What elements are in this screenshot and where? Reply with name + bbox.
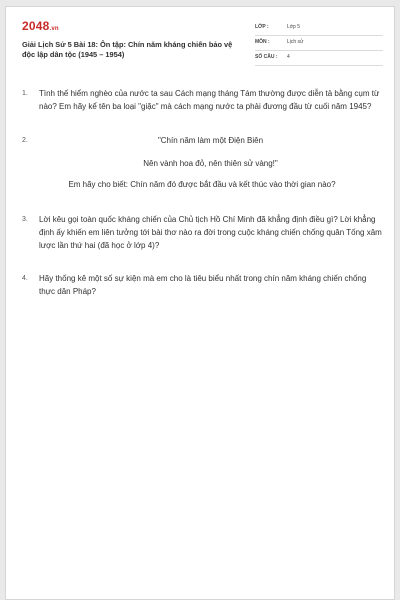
meta-value-class: Lớp 5 bbox=[287, 24, 301, 30]
question-number: 1. bbox=[22, 90, 28, 97]
meta-row-class bbox=[255, 21, 383, 36]
question-text: Hãy thống kê một số sự kiện mà em cho là tiêu biểu nhất trong chín năm kháng chiến chống thực dân Pháp? bbox=[39, 274, 367, 296]
meta-label-subject: MÔN : bbox=[255, 39, 270, 45]
question-text: Tình thế hiểm nghèo của nước ta sau Cách mạng tháng Tám thường được diễn tả bằng cụm từ nào? Em hãy kể tên ba loại "giặc" mà cách mạng nước ta phải đương đầu từ cuối năm 1945? bbox=[39, 89, 380, 111]
worksheet-page bbox=[5, 6, 395, 600]
meta-value-question-count: 4 bbox=[287, 54, 290, 60]
question-item bbox=[22, 272, 382, 298]
meta-label-class: LỚP : bbox=[255, 24, 269, 30]
question-item bbox=[22, 134, 382, 191]
meta-row-subject bbox=[255, 36, 383, 51]
question-item bbox=[22, 213, 382, 252]
poem-line: Nên vành hoa đỏ, nên thiên sử vàng!" bbox=[143, 159, 278, 168]
question-number: 3. bbox=[22, 216, 28, 223]
question-item bbox=[22, 87, 382, 113]
logo-text: 2048 bbox=[22, 19, 50, 33]
question-list bbox=[22, 87, 382, 298]
logo-domain: .vn bbox=[49, 26, 59, 32]
question-text: Lời kêu gọi toàn quốc kháng chiến của Chủ tịch Hồ Chí Minh đã khẳng định điều gì? Lời khẳng định ấy khiến em liên tưởng tới bài thơ nào ra đời trong cuộc kháng chiến chống quân Tống xâm lược lần thứ hai (đã học ở lớp 4)? bbox=[39, 215, 382, 250]
question-number: 4. bbox=[22, 275, 28, 282]
site-logo[interactable] bbox=[22, 19, 59, 33]
meta-label-question-count: SỐ CÂU : bbox=[255, 54, 278, 60]
question-number: 2. bbox=[22, 137, 28, 144]
meta-table bbox=[255, 21, 383, 66]
worksheet-header bbox=[6, 7, 394, 71]
document-title: Giải Lịch Sử 5 Bài 18: Ôn tập: Chín năm kháng chiến bảo vệ độc lập dân tộc (1945 – 1954) bbox=[22, 40, 233, 59]
question-text: Em hãy cho biết: Chín năm đó được bắt đầu và kết thúc vào thời gian nào? bbox=[68, 180, 336, 189]
poem-line: "Chín năm làm một Điện Biên bbox=[157, 136, 264, 145]
meta-value-subject: Lịch sử bbox=[287, 39, 304, 45]
meta-row-question-count bbox=[255, 51, 383, 66]
